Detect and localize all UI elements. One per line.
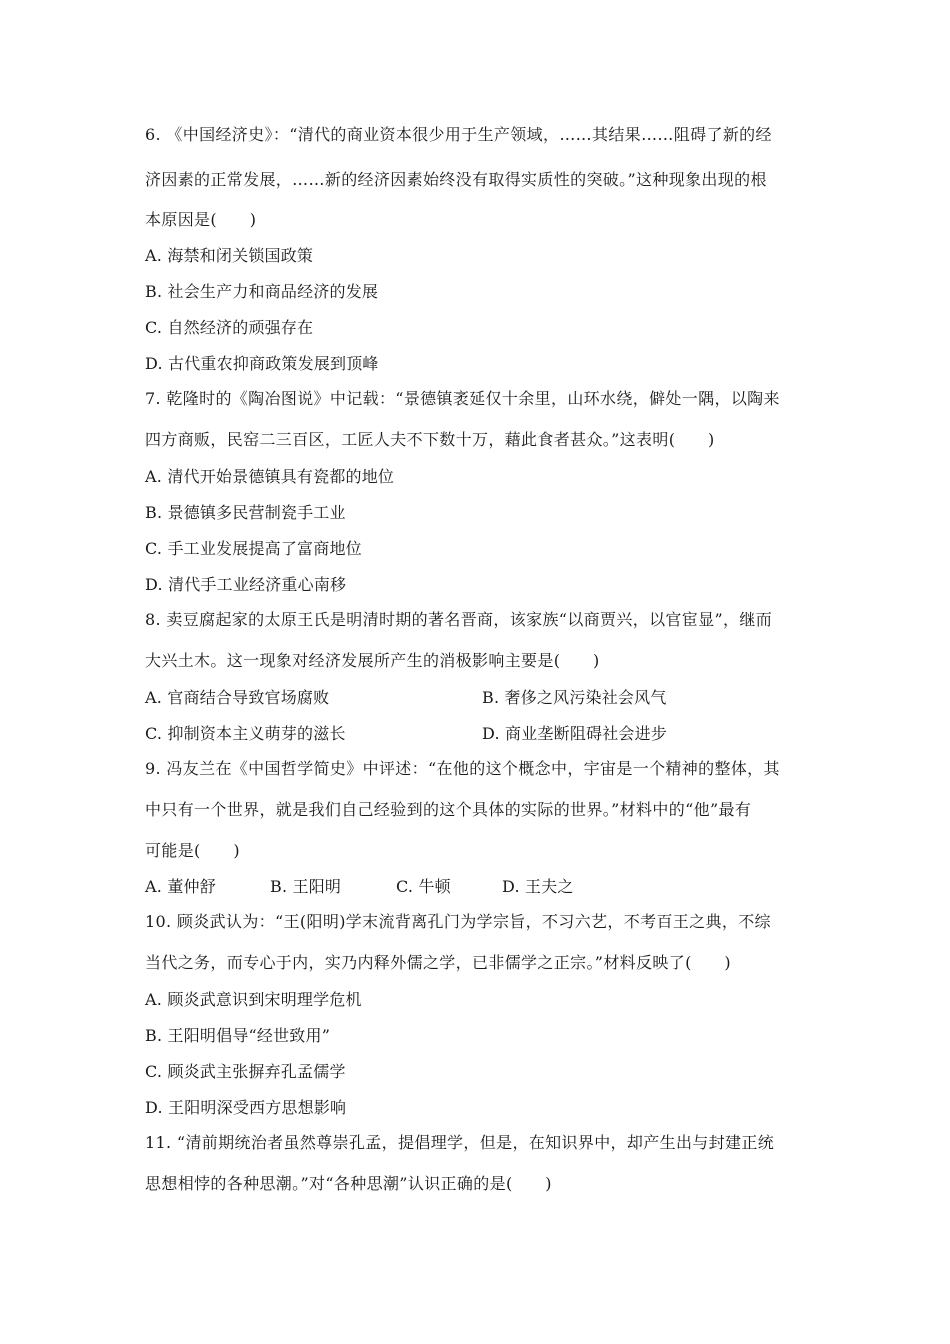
question-10-line-1: 10. 顾炎武认为：“王(阳明)学末流背离孔门为学宗旨，不习六艺，不考百王之典，不综	[145, 912, 771, 931]
question-6-line-3: 本原因是( )	[145, 210, 257, 229]
question-10-option-c: C. 顾炎武主张摒弃孔孟儒学	[145, 1062, 346, 1081]
question-6-option-b: B. 社会生产力和商品经济的发展	[145, 282, 379, 301]
question-6-line-2: 济因素的正常发展，……新的经济因素始终没有取得实质性的突破。”这种现象出现的根	[145, 170, 767, 189]
question-7-line-2: 四方商贩，民窑二三百区，工匠人夫不下数十万，藉此食者甚众。”这表明( )	[145, 430, 715, 449]
question-6-line-1: 6. 《中国经济史》：“清代的商业资本很少用于生产领域，……其结果……阻碍了新的经	[145, 125, 772, 144]
question-7-line-1: 7. 乾隆时的《陶冶图说》中记载：“景德镇袤延仅十余里，山环水绕，僻处一隅，以陶来	[145, 389, 780, 408]
question-7-option-c: C. 手工业发展提高了富商地位	[145, 539, 362, 558]
question-11-line-2: 思想相悖的各种思潮。”对“各种思潮”认识正确的是( )	[145, 1174, 552, 1193]
question-8-line-2: 大兴土木。这一现象对经济发展所产生的消极影响主要是( )	[145, 651, 600, 670]
question-10-option-d: D. 王阳明深受西方思想影响	[145, 1098, 347, 1117]
question-9-option-d: D. 王夫之	[502, 877, 574, 896]
question-9-option-b: B. 王阳明	[270, 877, 342, 896]
question-6-option-c: C. 自然经济的顽强存在	[145, 318, 314, 337]
question-8-line-1: 8. 卖豆腐起家的太原王氏是明清时期的著名晋商，该家族“以商贾兴，以官宦显”，继而	[145, 610, 773, 629]
question-9-line-1: 9. 冯友兰在《中国哲学简史》中评述：“在他的这个概念中，宇宙是一个精神的整体，其	[145, 759, 780, 778]
question-8-option-b: B. 奢侈之风污染社会风气	[482, 688, 667, 707]
question-10-line-2: 当代之务，而专心于内，实乃内释外儒之学，已非儒学之正宗。”材料反映了( )	[145, 953, 731, 972]
question-8-option-c: C. 抑制资本主义萌芽的滋长	[145, 724, 346, 743]
question-6-option-d: D. 古代重农抑商政策发展到顶峰	[145, 354, 379, 373]
question-7-option-a: A. 清代开始景德镇具有瓷都的地位	[145, 467, 395, 486]
question-9-option-c: C. 牛顿	[396, 877, 451, 896]
question-10-option-b: B. 王阳明倡导“经世致用”	[145, 1026, 331, 1045]
question-9-line-3: 可能是( )	[145, 841, 240, 860]
question-9-option-a: A. 董仲舒	[145, 877, 216, 896]
question-10-option-a: A. 顾炎武意识到宋明理学危机	[145, 990, 362, 1009]
question-8-option-a: A. 官商结合导致官场腐败	[145, 688, 330, 707]
question-8-option-d: D. 商业垄断阻碍社会进步	[482, 724, 668, 743]
question-9-line-2: 中只有一个世界，就是我们自己经验到的这个具体的实际的世界。”材料中的“他”最有	[145, 800, 752, 819]
question-6-option-a: A. 海禁和闭关锁国政策	[145, 246, 314, 265]
question-11-line-1: 11. “清前期统治者虽然尊崇孔孟，提倡理学，但是，在知识界中，却产生出与封建正统	[145, 1133, 775, 1152]
question-7-option-d: D. 清代手工业经济重心南移	[145, 575, 347, 594]
question-7-option-b: B. 景德镇多民营制瓷手工业	[145, 503, 346, 522]
